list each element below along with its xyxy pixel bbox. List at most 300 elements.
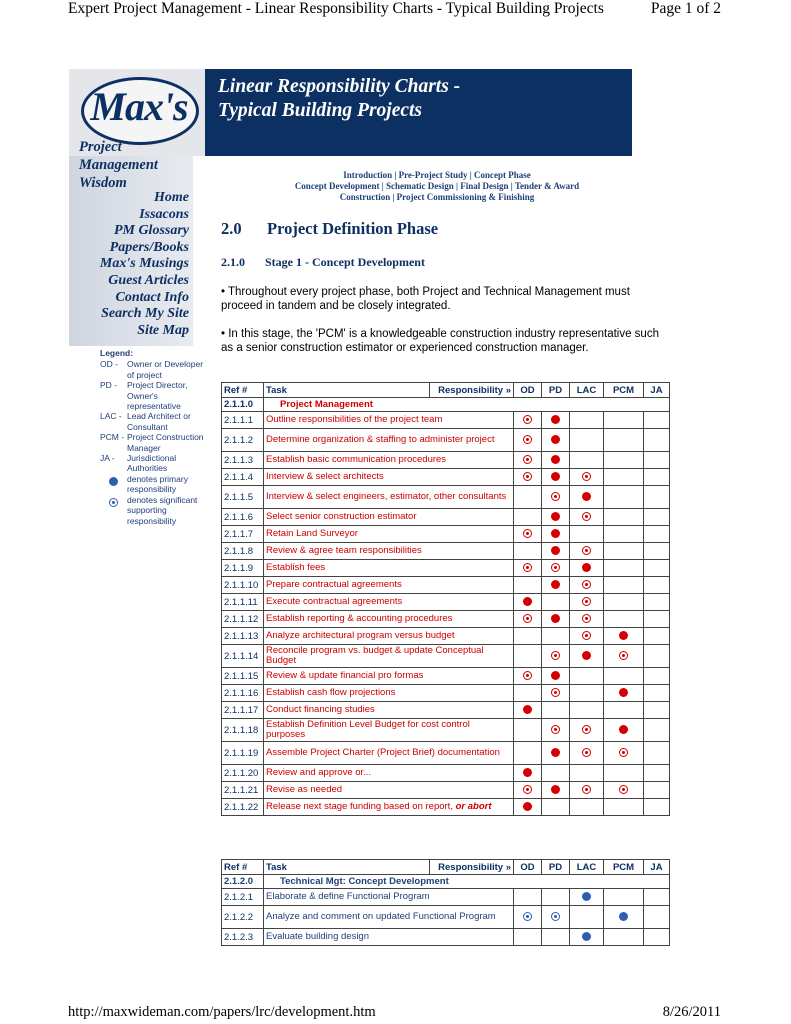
row-task-text: Outline responsibilities of the project team xyxy=(266,414,443,425)
table-row xyxy=(222,628,670,645)
print-footer-url: http://maxwideman.com/papers/lrc/development.htm xyxy=(68,1004,376,1020)
print-header-title: Expert Project Management - Linear Responsibility Charts - Typical Building Projects xyxy=(68,0,604,17)
supporting-responsibility-icon xyxy=(523,455,532,464)
table-row xyxy=(222,742,670,765)
responsibility-cell xyxy=(604,799,644,816)
table-row xyxy=(222,412,670,429)
row-task-text: Interview & select architects xyxy=(266,471,384,482)
primary-responsibility-icon xyxy=(582,563,591,572)
primary-responsibility-icon xyxy=(551,435,560,444)
responsibility-cell xyxy=(542,412,570,429)
legend-item xyxy=(100,474,204,495)
responsibility-cell xyxy=(514,469,542,486)
responsibility-cell xyxy=(542,765,570,782)
col-header-task: Task xyxy=(264,383,430,398)
legend-text: Project Director, Owner's representative xyxy=(127,380,188,412)
row-task-text: Establish fees xyxy=(266,562,326,573)
primary-responsibility-icon xyxy=(551,748,560,757)
responsibility-table-project-mgmt xyxy=(221,382,670,816)
row-task-text: Conduct financing studies xyxy=(266,704,375,715)
responsibility-cell xyxy=(644,765,670,782)
row-ref: 2.1.1.8 xyxy=(222,543,264,560)
responsibility-cell xyxy=(644,577,670,594)
tagline-line: Management xyxy=(79,157,158,173)
responsibility-cell xyxy=(644,611,670,628)
supporting-responsibility-icon xyxy=(523,415,532,424)
col-header-responsibility: Responsibility » xyxy=(430,383,514,398)
primary-responsibility-icon xyxy=(582,892,591,901)
table-header-row xyxy=(222,383,670,398)
row-task xyxy=(264,702,514,719)
row-task xyxy=(264,668,514,685)
row-task-text: Determine organization & staffing to administer project xyxy=(266,434,495,445)
responsibility-cell xyxy=(570,685,604,702)
row-ref: 2.1.2.3 xyxy=(222,929,264,946)
responsibility-cell xyxy=(570,594,604,611)
table-row xyxy=(222,645,670,668)
supporting-responsibility-icon xyxy=(551,651,560,660)
nav-search-my-site[interactable]: Search My Site xyxy=(101,306,189,322)
responsibility-cell xyxy=(570,929,604,946)
responsibility-cell xyxy=(542,742,570,765)
responsibility-cell xyxy=(542,645,570,668)
responsibility-cell xyxy=(644,412,670,429)
col-header-role: OD xyxy=(514,383,542,398)
row-ref: 2.1.1.3 xyxy=(222,452,264,469)
row-ref: 2.1.1.2 xyxy=(222,429,264,452)
legend-item xyxy=(100,453,204,474)
row-task xyxy=(264,594,514,611)
primary-responsibility-icon xyxy=(619,688,628,697)
section-task: Project Management xyxy=(264,398,670,412)
print-page-number: Page 1 of 2 xyxy=(650,0,721,17)
section-ref: 2.1.2.0 xyxy=(222,875,264,889)
responsibility-cell xyxy=(542,560,570,577)
page-title-number: 2.0 xyxy=(221,219,242,238)
table-row xyxy=(222,543,670,560)
responsibility-cell xyxy=(542,594,570,611)
supporting-responsibility-icon xyxy=(551,492,560,501)
responsibility-cell xyxy=(604,782,644,799)
row-task-text: Review & update financial pro formas xyxy=(266,670,424,681)
nav-contact-info[interactable]: Contact Info xyxy=(115,289,189,305)
phase-links-line[interactable]: Concept Development | Schematic Design | Final Design | Tender & Award xyxy=(294,181,580,191)
supporting-responsibility-icon xyxy=(551,688,560,697)
supporting-responsibility-icon xyxy=(523,529,532,538)
supporting-responsibility-icon xyxy=(582,580,591,589)
row-ref: 2.1.1.18 xyxy=(222,719,264,742)
responsibility-cell xyxy=(570,742,604,765)
responsibility-cell xyxy=(514,429,542,452)
responsibility-cell xyxy=(514,799,542,816)
supporting-responsibility-icon xyxy=(523,435,532,444)
supporting-responsibility-icon xyxy=(523,614,532,623)
responsibility-cell xyxy=(604,765,644,782)
phase-links-line[interactable]: Construction | Project Commissioning & Finishing xyxy=(339,192,535,202)
col-header-role: PD xyxy=(542,860,570,875)
responsibility-cell xyxy=(542,429,570,452)
legend-key: OD - xyxy=(100,359,118,370)
row-task xyxy=(264,452,514,469)
nav-issacons[interactable]: Issacons xyxy=(139,206,189,222)
col-header-role: JA xyxy=(644,383,670,398)
responsibility-cell xyxy=(570,799,604,816)
row-ref: 2.1.1.21 xyxy=(222,782,264,799)
supporting-responsibility-icon xyxy=(523,671,532,680)
row-task-text: Reconcile program vs. budget & update Conceptual Budget xyxy=(266,645,484,666)
banner-title-line2: Typical Building Projects xyxy=(218,100,423,121)
row-task xyxy=(264,526,514,543)
table-row xyxy=(222,429,670,452)
responsibility-cell xyxy=(514,929,542,946)
legend-item xyxy=(100,495,204,526)
responsibility-cell xyxy=(604,577,644,594)
supporting-responsibility-icon xyxy=(582,512,591,521)
primary-responsibility-icon xyxy=(109,477,118,486)
table-row xyxy=(222,799,670,816)
responsibility-cell xyxy=(604,702,644,719)
sidebar-nav xyxy=(100,190,189,339)
responsibility-cell xyxy=(604,560,644,577)
primary-responsibility-icon xyxy=(551,529,560,538)
row-task-text: Execute contractual agreements xyxy=(266,596,403,607)
responsibility-cell xyxy=(542,906,570,929)
row-ref: 2.1.1.15 xyxy=(222,668,264,685)
supporting-responsibility-icon xyxy=(523,472,532,481)
legend-text: Project Construction Manager xyxy=(127,432,204,453)
responsibility-table-technical-mgmt xyxy=(221,859,670,946)
responsibility-cell xyxy=(570,429,604,452)
responsibility-cell xyxy=(644,543,670,560)
responsibility-cell xyxy=(570,486,604,509)
legend-text: Owner or Developer of project xyxy=(127,359,204,380)
responsibility-cell xyxy=(570,889,604,906)
row-task xyxy=(264,611,514,628)
primary-responsibility-icon xyxy=(523,802,532,811)
responsibility-cell xyxy=(514,628,542,645)
row-task xyxy=(264,685,514,702)
row-task xyxy=(264,429,514,452)
responsibility-cell xyxy=(514,906,542,929)
table-row xyxy=(222,577,670,594)
responsibility-cell xyxy=(514,702,542,719)
responsibility-cell xyxy=(604,412,644,429)
col-header-ref: Ref # xyxy=(222,383,264,398)
row-task-text: Assemble Project Charter (Project Brief) documentation xyxy=(266,747,500,758)
phase-links-line[interactable]: Introduction | Pre-Project Study | Concept Phase xyxy=(343,170,531,180)
banner-title xyxy=(218,75,460,123)
responsibility-cell xyxy=(514,577,542,594)
responsibility-cell xyxy=(570,668,604,685)
responsibility-cell xyxy=(542,526,570,543)
row-task-text: Analyze architectural program versus budget xyxy=(266,630,455,641)
primary-responsibility-icon xyxy=(582,492,591,501)
responsibility-cell xyxy=(644,526,670,543)
responsibility-cell xyxy=(604,889,644,906)
row-task xyxy=(264,782,514,799)
responsibility-cell xyxy=(570,412,604,429)
responsibility-cell xyxy=(570,628,604,645)
responsibility-cell xyxy=(604,929,644,946)
supporting-responsibility-icon xyxy=(523,563,532,572)
row-task-text: Evaluate building design xyxy=(266,931,369,942)
responsibility-cell xyxy=(570,765,604,782)
responsibility-cell xyxy=(514,486,542,509)
primary-responsibility-icon xyxy=(551,415,560,424)
table-row xyxy=(222,702,670,719)
responsibility-cell xyxy=(542,702,570,719)
row-task-text: Revise as needed xyxy=(266,784,343,795)
table-row xyxy=(222,469,670,486)
supporting-responsibility-icon xyxy=(582,725,591,734)
table-row xyxy=(222,889,670,906)
responsibility-cell xyxy=(514,560,542,577)
responsibility-cell xyxy=(604,645,644,668)
supporting-responsibility-icon xyxy=(619,651,628,660)
responsibility-cell xyxy=(644,782,670,799)
table-row xyxy=(222,668,670,685)
primary-responsibility-icon xyxy=(619,631,628,640)
row-task xyxy=(264,742,514,765)
section-title-number: 2.1.0 xyxy=(221,255,245,269)
responsibility-cell xyxy=(542,668,570,685)
nav-guest-articles[interactable]: Guest Articles xyxy=(108,272,189,288)
responsibility-cell xyxy=(604,452,644,469)
legend-key: PCM - xyxy=(100,432,125,443)
supporting-responsibility-icon xyxy=(523,912,532,921)
table-row xyxy=(222,526,670,543)
legend-item xyxy=(100,380,204,411)
responsibility-cell xyxy=(542,799,570,816)
responsibility-cell xyxy=(542,469,570,486)
primary-responsibility-icon xyxy=(523,705,532,714)
row-task xyxy=(264,719,514,742)
row-task-text: Select senior construction estimator xyxy=(266,511,417,522)
responsibility-cell xyxy=(644,509,670,526)
section-title-text: Stage 1 - Concept Development xyxy=(265,255,425,269)
supporting-responsibility-icon xyxy=(582,748,591,757)
sidebar xyxy=(69,139,193,346)
responsibility-cell xyxy=(542,543,570,560)
row-task xyxy=(264,765,514,782)
supporting-responsibility-icon xyxy=(551,563,560,572)
legend-key: JA - xyxy=(100,453,115,464)
row-ref: 2.1.1.1 xyxy=(222,412,264,429)
supporting-responsibility-icon xyxy=(582,785,591,794)
responsibility-cell xyxy=(644,594,670,611)
col-header-role: PCM xyxy=(604,860,644,875)
legend xyxy=(100,348,204,526)
primary-responsibility-icon xyxy=(523,768,532,777)
responsibility-cell xyxy=(604,526,644,543)
responsibility-cell xyxy=(570,719,604,742)
col-header-role: OD xyxy=(514,860,542,875)
legend-text: denotes primary responsibility xyxy=(127,473,188,495)
row-ref: 2.1.1.7 xyxy=(222,526,264,543)
legend-key: LAC - xyxy=(100,411,122,422)
supporting-responsibility-icon xyxy=(109,498,118,507)
row-task xyxy=(264,486,514,509)
print-header xyxy=(0,0,791,22)
legend-text: Jurisdictional Authorities xyxy=(127,453,177,474)
phase-links xyxy=(220,170,654,203)
table-row xyxy=(222,906,670,929)
row-task xyxy=(264,560,514,577)
responsibility-cell xyxy=(570,702,604,719)
responsibility-cell xyxy=(542,577,570,594)
responsibility-cell xyxy=(604,486,644,509)
supporting-responsibility-icon xyxy=(619,748,628,757)
responsibility-cell xyxy=(542,782,570,799)
responsibility-cell xyxy=(570,611,604,628)
responsibility-cell xyxy=(644,889,670,906)
responsibility-cell xyxy=(604,611,644,628)
section-ref: 2.1.1.0 xyxy=(222,398,264,412)
legend-item xyxy=(100,432,204,453)
responsibility-cell xyxy=(514,594,542,611)
row-task-text: Prepare contractual agreements xyxy=(266,579,402,590)
row-ref: 2.1.1.12 xyxy=(222,611,264,628)
row-task-emphasis: or abort xyxy=(455,801,492,812)
row-task-text: Analyze and comment on updated Functional Program xyxy=(266,911,496,922)
responsibility-cell xyxy=(604,543,644,560)
responsibility-cell xyxy=(570,509,604,526)
responsibility-cell xyxy=(604,628,644,645)
responsibility-cell xyxy=(514,412,542,429)
responsibility-cell xyxy=(542,452,570,469)
row-ref: 2.1.1.10 xyxy=(222,577,264,594)
responsibility-cell xyxy=(644,702,670,719)
responsibility-cell xyxy=(644,645,670,668)
primary-responsibility-icon xyxy=(619,725,628,734)
responsibility-cell xyxy=(604,685,644,702)
responsibility-cell xyxy=(644,486,670,509)
section-title xyxy=(221,255,425,270)
row-ref: 2.1.1.6 xyxy=(222,509,264,526)
row-ref: 2.1.1.4 xyxy=(222,469,264,486)
responsibility-cell xyxy=(644,452,670,469)
nav-home[interactable]: Home xyxy=(154,190,189,205)
row-task-text: Establish Definition Level Budget for cost control purposes xyxy=(266,719,470,740)
supporting-responsibility-icon xyxy=(551,912,560,921)
responsibility-cell xyxy=(644,560,670,577)
responsibility-cell xyxy=(514,645,542,668)
primary-responsibility-icon xyxy=(551,785,560,794)
responsibility-cell xyxy=(644,429,670,452)
responsibility-cell xyxy=(570,645,604,668)
table-row xyxy=(222,782,670,799)
responsibility-cell xyxy=(514,543,542,560)
responsibility-cell xyxy=(514,889,542,906)
col-header-role: LAC xyxy=(570,860,604,875)
supporting-responsibility-icon xyxy=(582,614,591,623)
table-row xyxy=(222,719,670,742)
row-task xyxy=(264,543,514,560)
nav-maxs-musings[interactable]: Max's Musings xyxy=(99,256,189,272)
row-ref: 2.1.1.22 xyxy=(222,799,264,816)
responsibility-cell xyxy=(644,906,670,929)
responsibility-cell xyxy=(604,429,644,452)
table-row xyxy=(222,594,670,611)
col-header-ref: Ref # xyxy=(222,860,264,875)
row-task-text: Elaborate & define Functional Program xyxy=(266,891,430,902)
row-task xyxy=(264,577,514,594)
table-row xyxy=(222,611,670,628)
row-task xyxy=(264,799,514,816)
row-task-text: Review & agree team responsibilities xyxy=(266,545,422,556)
responsibility-cell xyxy=(644,469,670,486)
nav-site-map[interactable]: Site Map xyxy=(137,322,189,338)
primary-responsibility-icon xyxy=(551,472,560,481)
responsibility-cell xyxy=(514,782,542,799)
supporting-responsibility-icon xyxy=(523,785,532,794)
responsibility-cell xyxy=(644,628,670,645)
nav-papers-books[interactable]: Papers/Books xyxy=(109,239,189,255)
responsibility-cell xyxy=(570,782,604,799)
responsibility-cell xyxy=(570,526,604,543)
responsibility-cell xyxy=(604,719,644,742)
row-ref: 2.1.1.17 xyxy=(222,702,264,719)
row-task xyxy=(264,628,514,645)
responsibility-cell xyxy=(570,560,604,577)
responsibility-cell xyxy=(514,685,542,702)
row-task xyxy=(264,889,514,906)
banner-title-line1: Linear Responsibility Charts - xyxy=(218,76,461,97)
responsibility-cell xyxy=(604,594,644,611)
section-row xyxy=(222,875,670,889)
responsibility-cell xyxy=(570,469,604,486)
primary-responsibility-icon xyxy=(551,671,560,680)
primary-responsibility-icon xyxy=(551,614,560,623)
responsibility-cell xyxy=(542,486,570,509)
supporting-responsibility-icon xyxy=(582,472,591,481)
responsibility-cell xyxy=(514,526,542,543)
table-row xyxy=(222,929,670,946)
responsibility-cell xyxy=(604,668,644,685)
row-ref: 2.1.1.19 xyxy=(222,742,264,765)
row-task xyxy=(264,469,514,486)
responsibility-cell xyxy=(514,668,542,685)
responsibility-cell xyxy=(542,889,570,906)
page-title xyxy=(221,219,438,239)
supporting-responsibility-icon xyxy=(619,785,628,794)
responsibility-cell xyxy=(570,906,604,929)
table-header-row xyxy=(222,860,670,875)
responsibility-cell xyxy=(514,742,542,765)
primary-responsibility-icon xyxy=(551,455,560,464)
row-ref: 2.1.1.5 xyxy=(222,486,264,509)
responsibility-cell xyxy=(604,469,644,486)
row-task-text: Establish basic communication procedures xyxy=(266,454,447,465)
responsibility-cell xyxy=(644,929,670,946)
row-ref: 2.1.1.14 xyxy=(222,645,264,668)
row-task-text: Release next stage funding based on report, xyxy=(266,801,456,812)
col-header-task: Task xyxy=(264,860,430,875)
primary-responsibility-icon xyxy=(619,912,628,921)
legend-item xyxy=(100,411,204,432)
responsibility-cell xyxy=(514,509,542,526)
table-row xyxy=(222,560,670,577)
primary-responsibility-icon xyxy=(523,597,532,606)
responsibility-cell xyxy=(542,929,570,946)
row-task xyxy=(264,412,514,429)
primary-responsibility-icon xyxy=(582,651,591,660)
section-task: Technical Mgt: Concept Development xyxy=(264,875,670,889)
col-header-responsibility: Responsibility » xyxy=(430,860,514,875)
table-row xyxy=(222,509,670,526)
primary-responsibility-icon xyxy=(582,932,591,941)
nav-pm-glossary[interactable]: PM Glossary xyxy=(113,223,189,239)
